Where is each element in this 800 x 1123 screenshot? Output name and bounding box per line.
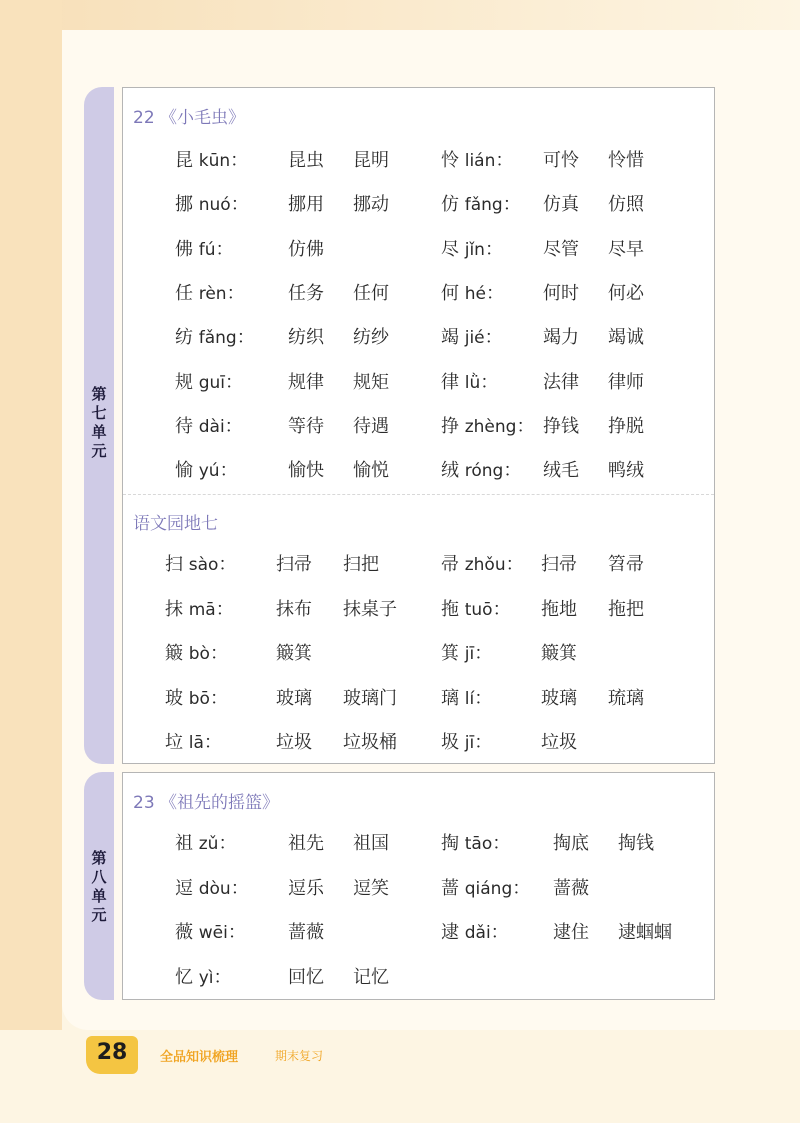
vocab-pinyin: lǜ xyxy=(464,372,481,393)
vocab-row xyxy=(123,874,714,904)
vocab-word: 记忆 xyxy=(353,966,389,988)
vocab-word: 回忆 xyxy=(288,966,324,988)
unit-7-tab-label: 第 七 单 元 xyxy=(91,385,107,460)
vocab-row xyxy=(123,235,714,265)
vocab-entry-head: 玻 bō： xyxy=(165,687,228,709)
vocab-character: 竭 xyxy=(441,327,459,349)
vocab-entry-head: 掏 tāo： xyxy=(441,833,511,854)
vocab-entry-head: 任 rèn： xyxy=(175,282,245,304)
vocab-entry-head: 蔷 qiáng： xyxy=(441,877,531,899)
unit-8-panel xyxy=(122,772,715,1000)
vocab-row xyxy=(123,456,714,486)
vocab-entry-head: 怜 lián： xyxy=(441,150,514,171)
vocab-word: 抹布 xyxy=(276,598,312,620)
vocab-entry-head: 何 hé： xyxy=(441,282,504,304)
vocab-word: 挣钱 xyxy=(543,415,579,437)
vocab-entry-head: 箕 jī： xyxy=(441,643,493,664)
vocab-entry-head: 璃 lí： xyxy=(441,687,493,709)
vocab-character: 扫 xyxy=(165,554,183,575)
vocab-pinyin: jǐn xyxy=(464,239,485,260)
vocab-word: 尽管 xyxy=(543,238,579,260)
vocab-word: 可怜 xyxy=(543,150,579,171)
vocab-word: 玻璃 xyxy=(276,687,312,709)
vocab-entry-head: 拖 tuō： xyxy=(441,598,511,620)
vocab-pinyin: zǔ xyxy=(198,834,219,854)
garden-7-title: 语文园地七 xyxy=(133,514,218,534)
vocab-word: 笤帚 xyxy=(608,554,644,575)
section-divider xyxy=(123,494,714,495)
vocab-pinyin: jī xyxy=(464,733,475,753)
vocab-word: 逗乐 xyxy=(288,877,324,899)
vocab-word: 垃圾桶 xyxy=(343,732,397,753)
vocab-entry-head: 律 lǜ： xyxy=(441,371,499,393)
vocab-entry-head: 忆 yì： xyxy=(175,966,232,988)
vocab-word: 琉璃 xyxy=(608,687,644,709)
vocab-row xyxy=(123,728,714,758)
vocab-entry-head: 帚 zhǒu： xyxy=(441,554,524,575)
vocab-character: 怜 xyxy=(441,150,459,171)
vocab-row xyxy=(123,190,714,220)
vocab-word: 玻璃 xyxy=(541,687,577,709)
vocab-pinyin: fú xyxy=(198,239,216,260)
vocab-character: 祖 xyxy=(175,833,193,854)
vocab-word: 昆明 xyxy=(353,150,389,171)
vocab-word: 怜惜 xyxy=(608,150,644,171)
vocab-entry-head: 垃 lā： xyxy=(165,732,222,753)
vocab-entry-head: 簸 bò： xyxy=(165,643,228,664)
vocab-word: 竭诚 xyxy=(608,327,644,349)
vocab-word: 昆虫 xyxy=(288,150,324,171)
vocab-pinyin: lā xyxy=(188,733,204,753)
vocab-character: 抹 xyxy=(165,598,183,620)
vocab-pinyin: guī xyxy=(198,372,226,393)
vocab-row xyxy=(123,368,714,398)
vocab-word: 何必 xyxy=(608,282,644,304)
vocab-pinyin: yú xyxy=(198,461,220,482)
vocab-word: 待遇 xyxy=(353,415,389,437)
vocab-character: 圾 xyxy=(441,732,459,753)
vocab-word: 簸箕 xyxy=(541,643,577,664)
vocab-word: 仿佛 xyxy=(288,238,324,260)
vocab-character: 垃 xyxy=(165,732,183,753)
vocab-character: 绒 xyxy=(441,460,459,482)
vocab-character: 佛 xyxy=(175,238,193,260)
vocab-row xyxy=(123,829,714,859)
vocab-word: 鸭绒 xyxy=(608,460,644,482)
vocab-pinyin: yì xyxy=(198,967,214,988)
vocab-word: 律师 xyxy=(608,371,644,393)
vocab-character: 规 xyxy=(175,371,193,393)
vocab-row xyxy=(123,963,714,993)
vocab-entry-head: 挣 zhèng： xyxy=(441,415,535,437)
footer-brand: 全品知识梳理 xyxy=(160,1050,239,1065)
vocab-word: 竭力 xyxy=(543,327,579,349)
vocab-character: 逗 xyxy=(175,877,193,899)
vocab-character: 任 xyxy=(175,282,193,304)
vocab-character: 帚 xyxy=(441,554,459,575)
vocab-word: 仿照 xyxy=(608,194,644,216)
vocab-entry-head: 逮 dǎi： xyxy=(441,922,509,943)
vocab-pinyin: fǎng xyxy=(464,195,503,216)
footer-subtitle: 期末复习 xyxy=(275,1049,324,1063)
vocab-row xyxy=(123,595,714,625)
vocab-word: 挪用 xyxy=(288,194,324,216)
vocab-row xyxy=(123,918,714,948)
vocab-entry-head: 圾 jī： xyxy=(441,732,493,753)
lesson-23-title: 23 《祖先的摇篮》 xyxy=(133,793,280,813)
vocab-pinyin: hé xyxy=(464,283,486,304)
unit-8-tab-label: 第 八 单 元 xyxy=(91,849,107,924)
vocab-entry-head: 待 dài： xyxy=(175,415,243,437)
vocab-pinyin: jié xyxy=(464,328,485,349)
vocab-word: 规矩 xyxy=(353,371,389,393)
vocab-row xyxy=(123,412,714,442)
vocab-word: 垃圾 xyxy=(276,732,312,753)
vocab-pinyin: qiáng xyxy=(464,878,513,899)
vocab-pinyin: sào xyxy=(188,555,219,575)
vocab-pinyin: dǎi xyxy=(464,923,491,943)
vocab-pinyin: lí xyxy=(464,688,475,709)
page-number-badge xyxy=(86,1036,138,1074)
unit-7-panel xyxy=(122,87,715,764)
vocab-word: 垃圾 xyxy=(541,732,577,753)
vocab-entry-head: 祖 zǔ： xyxy=(175,833,237,854)
vocab-word: 愉快 xyxy=(288,460,324,482)
vocab-character: 玻 xyxy=(165,687,183,709)
vocab-pinyin: kūn xyxy=(198,151,231,171)
vocab-pinyin: tāo xyxy=(464,834,493,854)
vocab-word: 扫帚 xyxy=(541,554,577,575)
page-number: 28 xyxy=(96,1040,128,1065)
vocab-entry-head: 薇 wēi： xyxy=(175,922,246,943)
vocab-word: 愉悦 xyxy=(353,460,389,482)
vocab-word: 规律 xyxy=(288,371,324,393)
vocab-word: 掏底 xyxy=(553,833,589,854)
vocab-word: 拖把 xyxy=(608,598,644,620)
vocab-row xyxy=(123,639,714,669)
vocab-entry-head: 愉 yú： xyxy=(175,460,238,482)
vocab-word: 逮住 xyxy=(553,922,589,943)
vocab-entry-head: 挪 nuó： xyxy=(175,194,249,216)
unit-8-tab xyxy=(84,772,114,1000)
vocab-pinyin: bō xyxy=(188,688,210,709)
vocab-word: 逗笑 xyxy=(353,877,389,899)
vocab-character: 薇 xyxy=(175,922,193,943)
vocab-word: 绒毛 xyxy=(543,460,579,482)
vocab-entry-head: 仿 fǎng： xyxy=(441,194,521,216)
vocab-character: 律 xyxy=(441,371,459,393)
vocab-character: 仿 xyxy=(441,194,459,216)
page-top-band xyxy=(0,0,800,30)
vocab-word: 拖地 xyxy=(541,598,577,620)
vocab-word: 簸箕 xyxy=(276,643,312,664)
vocab-word: 扫帚 xyxy=(276,554,312,575)
vocab-character: 蔷 xyxy=(441,877,459,899)
vocab-word: 蔷薇 xyxy=(553,877,589,899)
vocab-word: 纺织 xyxy=(288,327,324,349)
vocab-pinyin: dòu xyxy=(198,878,231,899)
page-left-band xyxy=(0,0,62,1123)
vocab-character: 纺 xyxy=(175,327,193,349)
vocab-word: 抹桌子 xyxy=(343,598,397,620)
vocab-entry-head: 昆 kūn： xyxy=(175,150,249,171)
vocab-word: 纺纱 xyxy=(353,327,389,349)
vocab-pinyin: nuó xyxy=(198,195,231,216)
lesson-22-title: 22 《小毛虫》 xyxy=(133,108,246,128)
vocab-row xyxy=(123,279,714,309)
vocab-character: 尽 xyxy=(441,238,459,260)
vocab-entry-head: 逗 dòu： xyxy=(175,877,249,899)
vocab-word: 扫把 xyxy=(343,554,379,575)
vocab-character: 璃 xyxy=(441,687,459,709)
vocab-word: 挪动 xyxy=(353,194,389,216)
vocab-pinyin: tuō xyxy=(464,599,493,620)
vocab-pinyin: jī xyxy=(464,644,475,664)
vocab-pinyin: rèn xyxy=(198,283,227,304)
vocab-character: 愉 xyxy=(175,460,193,482)
vocab-pinyin: dài xyxy=(198,416,225,437)
vocab-word: 任务 xyxy=(288,282,324,304)
vocab-row xyxy=(123,684,714,714)
vocab-character: 逮 xyxy=(441,922,459,943)
vocab-character: 待 xyxy=(175,415,193,437)
vocab-row xyxy=(123,323,714,353)
vocab-entry-head: 绒 róng： xyxy=(441,460,522,482)
vocab-character: 挣 xyxy=(441,415,459,437)
vocab-word: 玻璃门 xyxy=(343,687,397,709)
unit-7-tab xyxy=(84,87,114,764)
vocab-entry-head: 扫 sào： xyxy=(165,554,237,575)
vocab-word: 蔷薇 xyxy=(288,922,324,943)
vocab-character: 掏 xyxy=(441,833,459,854)
vocab-pinyin: bò xyxy=(188,644,210,664)
vocab-character: 昆 xyxy=(175,150,193,171)
vocab-word: 何时 xyxy=(543,282,579,304)
vocab-character: 簸 xyxy=(165,643,183,664)
vocab-character: 挪 xyxy=(175,194,193,216)
vocab-entry-head: 抹 mā： xyxy=(165,598,234,620)
vocab-pinyin: mā xyxy=(188,599,216,620)
vocab-character: 拖 xyxy=(441,598,459,620)
vocab-word: 祖国 xyxy=(353,833,389,854)
vocab-pinyin: zhèng xyxy=(464,416,517,437)
vocab-pinyin: wēi xyxy=(198,923,228,943)
vocab-word: 挣脱 xyxy=(608,415,644,437)
vocab-entry-head: 佛 fú： xyxy=(175,238,234,260)
vocab-entry-head: 尽 jǐn： xyxy=(441,238,503,260)
vocab-character: 忆 xyxy=(175,966,193,988)
vocab-word: 仿真 xyxy=(543,194,579,216)
vocab-row xyxy=(123,146,714,176)
vocab-word: 掏钱 xyxy=(618,833,654,854)
vocab-entry-head: 纺 fǎng： xyxy=(175,327,255,349)
vocab-character: 箕 xyxy=(441,643,459,664)
vocab-entry-head: 竭 jié： xyxy=(441,327,503,349)
vocab-pinyin: lián xyxy=(464,151,496,171)
vocab-pinyin: zhǒu xyxy=(464,555,506,575)
vocab-entry-head: 规 guī： xyxy=(175,371,244,393)
vocab-word: 任何 xyxy=(353,282,389,304)
vocab-word: 逮蝈蝈 xyxy=(618,922,672,943)
vocab-pinyin: róng xyxy=(464,461,504,482)
vocab-row xyxy=(123,550,714,580)
vocab-pinyin: fǎng xyxy=(198,328,237,349)
vocab-word: 祖先 xyxy=(288,833,324,854)
vocab-character: 何 xyxy=(441,282,459,304)
vocab-word: 法律 xyxy=(543,371,579,393)
vocab-word: 等待 xyxy=(288,415,324,437)
vocab-word: 尽早 xyxy=(608,238,644,260)
